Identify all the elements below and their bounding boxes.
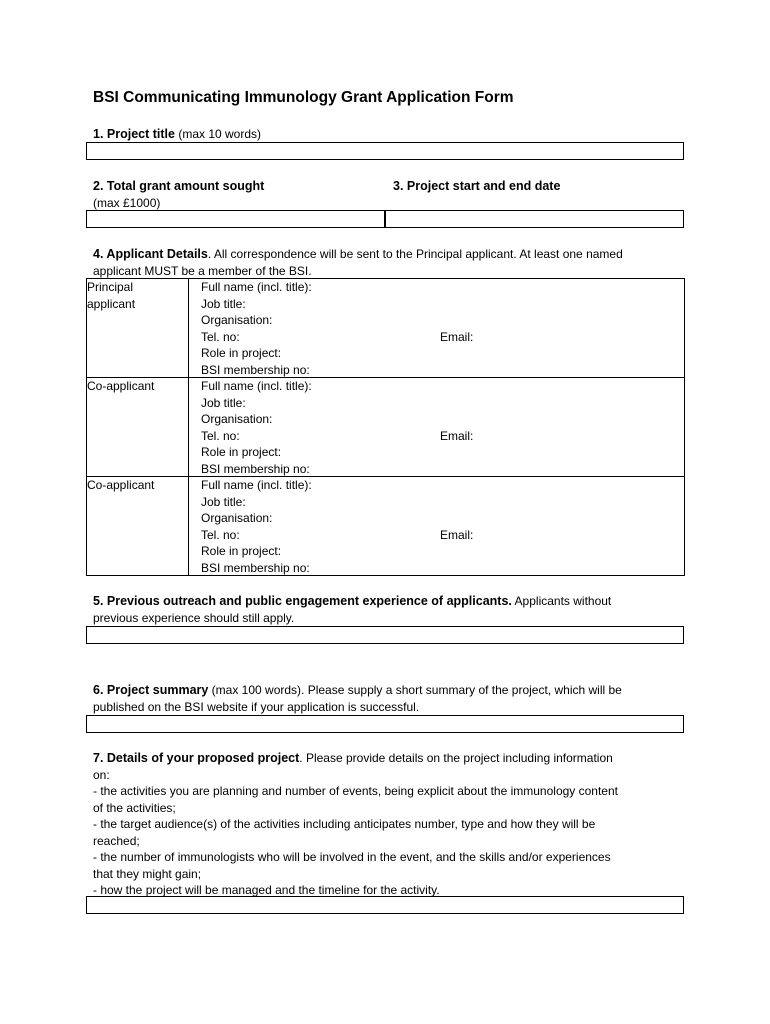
start-end-date-field[interactable] <box>384 210 684 228</box>
outreach-experience-field[interactable] <box>86 626 684 644</box>
applicant-role-cell <box>87 477 189 576</box>
job-title-label: Job title: <box>201 494 246 509</box>
section-1-heading: 1. Project title <box>93 127 175 141</box>
section-7-line: - how the project will be managed and the timeline for the activity. <box>93 883 440 897</box>
full-name-label: Full name (incl. title): <box>201 379 312 393</box>
section-2-heading-text: 2. Total grant amount sought <box>93 179 265 193</box>
section-7-line: on: <box>93 767 110 782</box>
applicant-fields-cell[interactable] <box>189 477 685 576</box>
role-in-project-label: Role in project: <box>201 445 282 459</box>
project-title-field[interactable] <box>86 142 684 160</box>
role-label-line1: Principal <box>87 280 134 294</box>
tel-label: Tel. no: <box>201 329 240 344</box>
organisation-label: Organisation: <box>201 511 273 525</box>
tel-label: Tel. no: <box>201 428 240 443</box>
section-6-text-line1: (max 100 words). Please supply a short summary of the project, which will be <box>208 683 622 697</box>
section-5-heading: 5. Previous outreach and public engagement experience of applicants. <box>93 594 512 608</box>
section-1-label <box>93 126 261 143</box>
section-7-heading: 7. Details of your proposed project <box>93 751 300 765</box>
email-label: Email: <box>440 329 474 344</box>
role-in-project-label: Role in project: <box>201 544 282 558</box>
role-label-line1: Co-applicant <box>87 478 155 492</box>
project-details-field[interactable] <box>86 896 684 914</box>
section-5-text-line2: previous experience should still apply. <box>93 610 295 625</box>
section-2-note: (max £1000) <box>93 196 161 210</box>
project-summary-field[interactable] <box>86 715 684 733</box>
form-title: BSI Communicating Immunology Grant Application Form <box>93 89 514 106</box>
tel-label: Tel. no: <box>201 527 240 542</box>
role-label-line2: applicant <box>87 296 136 311</box>
section-7-line: - the activities you are planning and number of events, being explicit about the immunology content <box>93 784 618 798</box>
email-label: Email: <box>440 428 474 443</box>
email-label: Email: <box>440 527 474 542</box>
section-5-intro <box>93 593 683 626</box>
section-4-heading: 4. Applicant Details <box>93 247 208 261</box>
section-7-line: of the activities; <box>93 800 176 815</box>
applicant-row-principal <box>87 279 685 378</box>
section-7-intro <box>93 750 683 899</box>
organisation-label: Organisation: <box>201 412 273 426</box>
applicant-row-co-2 <box>87 477 685 576</box>
bsi-membership-label: BSI membership no: <box>201 560 310 575</box>
section-7-line: - the number of immunologists who will be involved in the event, and the skills and/or experiences <box>93 850 611 864</box>
section-1-note: (max 10 words) <box>178 127 262 141</box>
job-title-label: Job title: <box>201 296 246 311</box>
section-6-heading: 6. Project summary <box>93 683 209 697</box>
job-title-label: Job title: <box>201 395 246 410</box>
section-2-heading <box>93 178 264 195</box>
section-4-text-line2: applicant MUST be a member of the BSI. <box>93 263 312 278</box>
full-name-label: Full name (incl. title): <box>201 478 312 492</box>
section-3-heading <box>393 178 560 195</box>
applicant-fields-cell[interactable] <box>189 279 685 378</box>
section-7-line: that they might gain; <box>93 866 202 881</box>
bsi-membership-label: BSI membership no: <box>201 461 310 476</box>
role-in-project-label: Role in project: <box>201 346 282 360</box>
section-6-text-line2: published on the BSI website if your application is successful. <box>93 699 420 714</box>
role-label-line1: Co-applicant <box>87 379 155 393</box>
applicant-fields-cell[interactable] <box>189 378 685 477</box>
applicant-details-table <box>86 278 685 576</box>
section-3-heading-text: 3. Project start and end date <box>393 179 561 193</box>
applicant-role-cell <box>87 378 189 477</box>
grant-amount-field[interactable] <box>86 210 386 228</box>
organisation-label: Organisation: <box>201 313 273 327</box>
section-7-text-line1: . Please provide details on the project including information <box>299 751 613 765</box>
section-4-intro <box>93 246 683 279</box>
section-7-line: - the target audience(s) of the activities including anticipates number, type and how they will be <box>93 817 596 831</box>
section-5-text-line1: Applicants without <box>511 594 612 608</box>
bsi-membership-label: BSI membership no: <box>201 362 310 377</box>
section-6-intro <box>93 682 683 715</box>
section-4-text-line1: . All correspondence will be sent to the Principal applicant. At least one named <box>207 247 623 261</box>
section-7-line: reached; <box>93 833 140 848</box>
applicant-row-co-1 <box>87 378 685 477</box>
full-name-label: Full name (incl. title): <box>201 280 312 294</box>
applicant-role-cell <box>87 279 189 378</box>
